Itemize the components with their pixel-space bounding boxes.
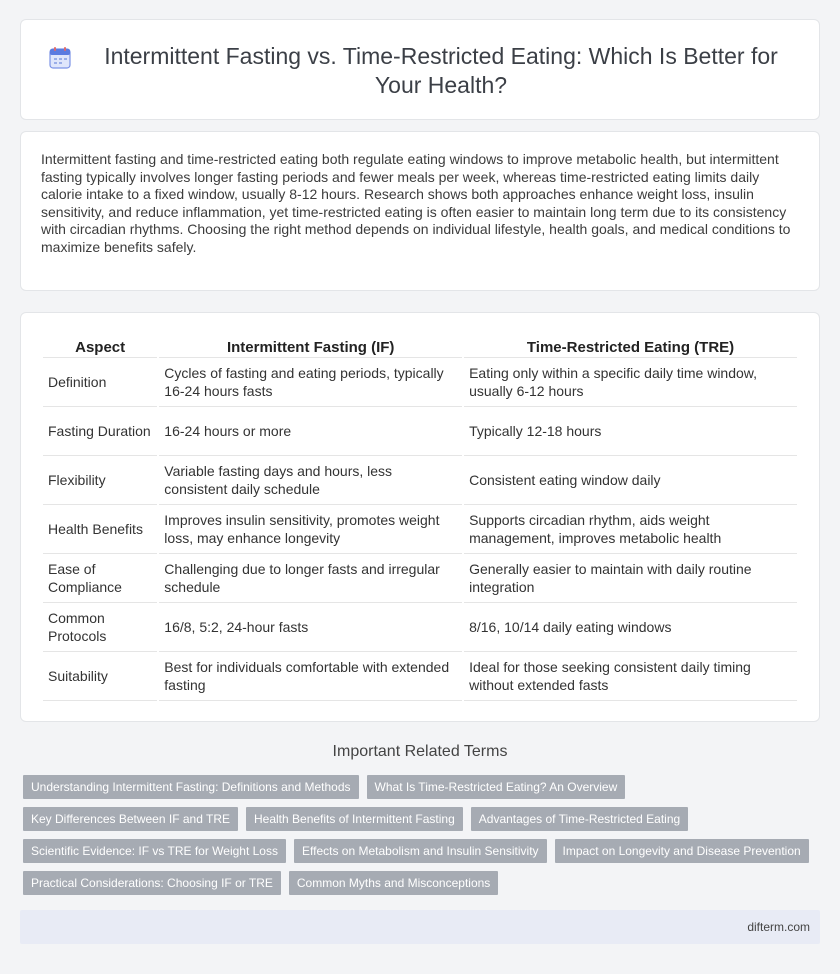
table-row <box>43 407 797 456</box>
row-aspect: Definition <box>43 358 157 407</box>
tag-row <box>23 807 823 831</box>
row-aspect: Flexibility <box>43 456 157 505</box>
tag-row <box>23 839 823 863</box>
intro-paragraph: Intermittent fasting and time-restricted eating both regulate eating windows to improve metabolic health, but intermittent fasting typically involves longer fasting periods and fewer meals per week, whereas time-restricted eating limits daily calorie intake to a fixed window, usually 8-12 hours. Research shows both approaches enhance weight loss, insulin sensitivity, and reduce inflammation, yet time-restricted eating is often easier to maintain long term due to its consistency with circadian rhythms. Choosing the right method depends on individual lifestyle, health goals, and medical conditions to maximize benefits safely. <box>41 151 791 255</box>
table-row <box>43 456 797 505</box>
table-header-row <box>43 333 797 358</box>
comparison-card <box>20 312 820 722</box>
related-tag[interactable]: Common Myths and Misconceptions <box>289 871 498 895</box>
row-tre: Supports circadian rhythm, aids weight management, improves metabolic health <box>464 505 797 554</box>
row-if: 16-24 hours or more <box>159 407 462 456</box>
row-if: Variable fasting days and hours, less consistent daily schedule <box>159 456 462 505</box>
row-aspect: Ease of Compliance <box>43 554 157 603</box>
intro-card <box>20 131 820 291</box>
related-tag[interactable]: Scientific Evidence: IF vs TRE for Weight Loss <box>23 839 286 863</box>
comparison-table <box>41 333 799 701</box>
related-tag[interactable]: What Is Time-Restricted Eating? An Overview <box>367 775 626 799</box>
header-if: Intermittent Fasting (IF) <box>159 333 462 358</box>
row-tre: Typically 12-18 hours <box>464 407 797 456</box>
row-aspect: Suitability <box>43 652 157 701</box>
row-tre: Generally easier to maintain with daily routine integration <box>464 554 797 603</box>
row-if: Cycles of fasting and eating periods, typically 16-24 hours fasts <box>159 358 462 407</box>
row-if: Improves insulin sensitivity, promotes weight loss, may enhance longevity <box>159 505 462 554</box>
related-tag[interactable]: Key Differences Between IF and TRE <box>23 807 238 831</box>
related-tag[interactable]: Advantages of Time-Restricted Eating <box>471 807 688 831</box>
related-tag[interactable]: Understanding Intermittent Fasting: Definitions and Methods <box>23 775 359 799</box>
row-tre: Eating only within a specific daily time window, usually 6-12 hours <box>464 358 797 407</box>
related-terms-title: Important Related Terms <box>332 743 508 760</box>
related-tag[interactable]: Effects on Metabolism and Insulin Sensitivity <box>294 839 547 863</box>
header-tre: Time-Restricted Eating (TRE) <box>464 333 797 358</box>
related-tag[interactable]: Practical Considerations: Choosing IF or TRE <box>23 871 281 895</box>
table-row <box>43 603 797 652</box>
related-tag[interactable]: Health Benefits of Intermittent Fasting <box>246 807 463 831</box>
table-row <box>43 358 797 407</box>
related-tag[interactable]: Impact on Longevity and Disease Prevention <box>555 839 809 863</box>
table-row <box>43 652 797 701</box>
tag-row <box>23 775 823 799</box>
header-aspect: Aspect <box>43 333 157 358</box>
row-aspect: Fasting Duration <box>43 407 157 456</box>
tag-row <box>23 871 823 895</box>
footer-site-link[interactable]: difterm.com <box>747 920 810 934</box>
row-if: Best for individuals comfortable with extended fasting <box>159 652 462 701</box>
table-row <box>43 505 797 554</box>
related-terms-tags <box>23 775 823 903</box>
row-if: 16/8, 5:2, 24-hour fasts <box>159 603 462 652</box>
row-aspect: Common Protocols <box>43 603 157 652</box>
row-if: Challenging due to longer fasts and irregular schedule <box>159 554 462 603</box>
row-tre: Consistent eating window daily <box>464 456 797 505</box>
page-title: Intermittent Fasting vs. Time-Restricted Eating: Which Is Better for Your Health? <box>104 42 778 98</box>
header-card <box>20 19 820 120</box>
table-row <box>43 554 797 603</box>
row-tre: Ideal for those seeking consistent daily timing without extended fasts <box>464 652 797 701</box>
row-tre: 8/16, 10/14 daily eating windows <box>464 603 797 652</box>
footer <box>20 910 820 944</box>
row-aspect: Health Benefits <box>43 505 157 554</box>
